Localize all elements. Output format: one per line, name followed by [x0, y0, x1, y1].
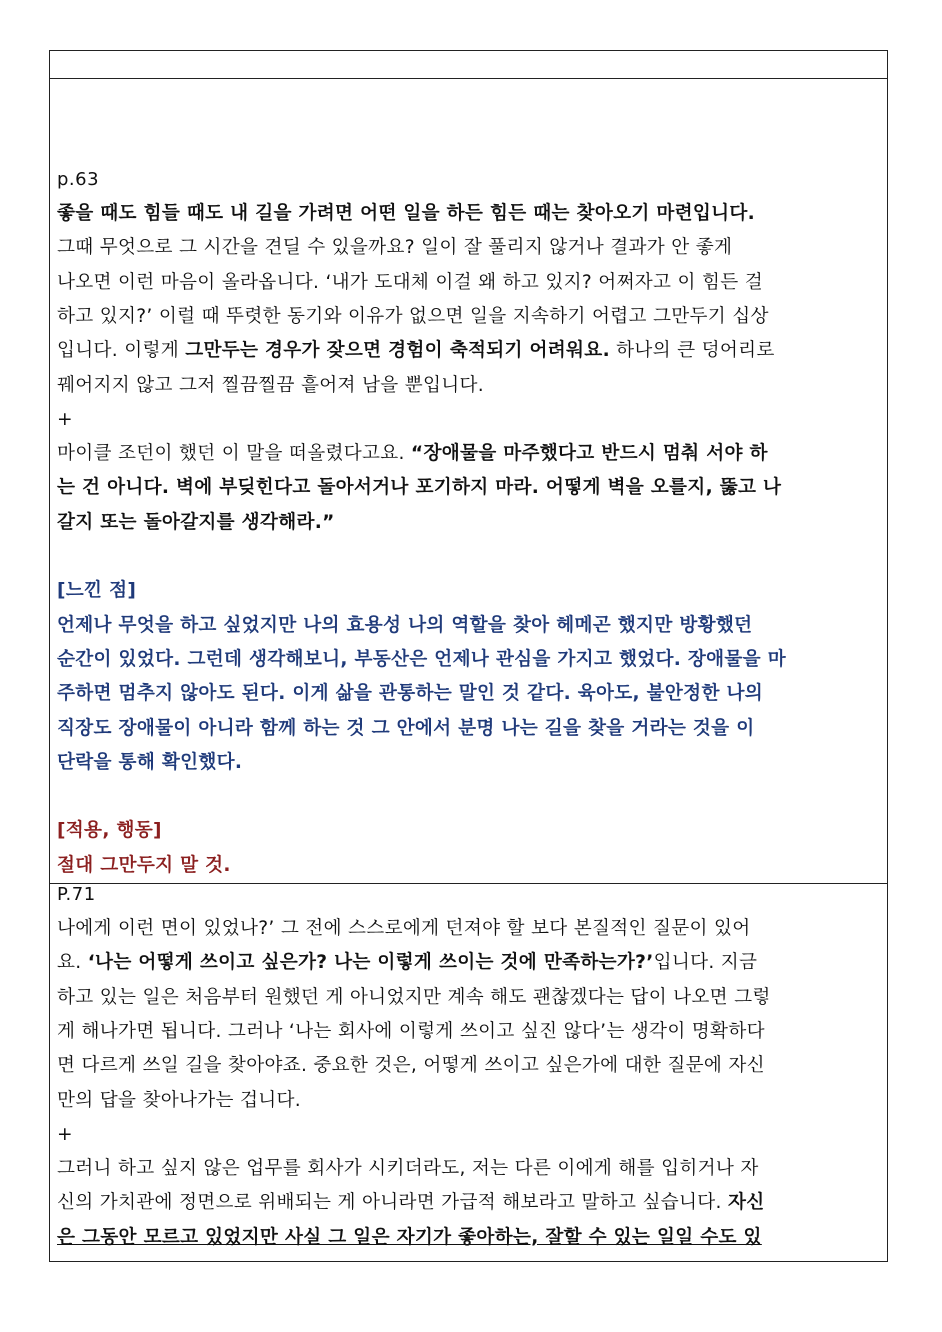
text-run: 그만두는 경우가 잦으면 경험이 축적되기 어려워요.: [185, 340, 610, 362]
text-run: 신의 가치관에 정면으로 위배되는 게 아니라면 가급적 해보라고 말하고 싶습니다.: [57, 1192, 728, 1214]
text-run: +: [57, 408, 73, 430]
text-run: 그때 무엇으로 그 시간을 견딜 수 있을까요? 일이 잘 풀리지 않거나 결과가 안 좋게: [57, 237, 733, 259]
text-run: 요.: [57, 952, 88, 974]
text-run: 직장도 장애물이 아니라 함께 하는 것 그 안에서 분명 나는 길을 찾을 거라는 것을 이: [57, 717, 755, 739]
document-table: [49, 50, 888, 1262]
page-reference: p.63: [57, 169, 100, 190]
text-run: 단락을 통해 확인했다.: [57, 751, 243, 773]
text-line: [57, 677, 879, 711]
text-line: [57, 437, 879, 471]
text-line: [57, 946, 879, 980]
text-line: [57, 746, 879, 780]
text-line: [57, 1221, 879, 1255]
text-run: 나오면 이런 마음이 올라옵니다. ‘내가 도대체 이걸 왜 하고 있지? 어쩌자고 이 힘든 걸: [57, 271, 763, 293]
text-run: 은 그동안 모르고 있었지만 사실 그 일은 자기가 좋아하는, 잘할 수 있는 일일 수도 있: [57, 1226, 762, 1248]
text-line: [57, 609, 879, 643]
text-run: [적용, 행동]: [57, 820, 162, 842]
text-line: [57, 540, 879, 574]
text-run: 꿰어지지 않고 그저 찔끔찔끔 흩어져 남을 뿐입니다.: [57, 374, 484, 396]
text-line: [57, 849, 879, 883]
text-run: 자신: [727, 1192, 765, 1214]
text-line: [57, 197, 879, 231]
text-line: [57, 471, 879, 505]
text-run: 입니다. 지금: [653, 952, 758, 974]
text-run: 나에게 이런 면이 있었나?’ 그 전에 스스로에게 던져야 할 보다 본질적인 질문이 있어: [57, 918, 751, 939]
text-line: [57, 1152, 879, 1186]
text-line: [57, 1015, 879, 1049]
text-line: [57, 369, 879, 403]
text-line: [57, 981, 879, 1015]
text-line: [57, 334, 879, 368]
text-line: [57, 912, 879, 946]
text-run: 입니다. 이렇게: [57, 340, 186, 362]
entry-p63: [50, 79, 887, 883]
text-run: 는 건 아니다. 벽에 부딪힌다고 돌아서거나 포기하지 마라. 어떻게 벽을 오를지, 뚫고 나: [57, 477, 782, 499]
text-run: +: [57, 1123, 73, 1145]
text-run: 갈지 또는 돌아갈지를 생각해라.”: [57, 511, 335, 533]
text-run: 좋을 때도 힘들 때도 내 길을 가려면 어떤 일을 하든 힘든 때는 찾아오기 마련입니다.: [57, 203, 756, 224]
entry-p71: [50, 883, 887, 1261]
text-line: [57, 1118, 879, 1152]
text-run: [느낀 점]: [57, 580, 137, 602]
text-run: 면 다르게 쓰일 길을 찾아야죠. 중요한 것은, 어떻게 쓰이고 싶은가에 대한 질문에 자신: [57, 1055, 765, 1077]
text-run: 주하면 멈추지 않아도 된다. 이게 삶을 관통하는 말인 것 같다. 육아도, 불안정한 나의: [57, 683, 764, 705]
text-run: 마이클 조던이 했던 이 말을 떠올렸다고요.: [57, 443, 411, 465]
text-run: 하나의 큰 덩어리로: [609, 340, 775, 362]
text-run: 그러니 하고 싶지 않은 업무를 회사가 시키더라도, 저는 다른 이에게 해를 입히거나 자: [57, 1158, 759, 1180]
text-run: 순간이 있었다. 그런데 생각해보니, 부동산은 언제나 관심을 가지고 했었다. 장애물을 마: [57, 648, 786, 670]
text-line: [57, 1084, 879, 1118]
text-line: [57, 814, 879, 848]
text-line: [57, 574, 879, 608]
text-run: 하고 있는 일은 처음부터 원했던 게 아니었지만 계속 해도 괜찮겠다는 답이 나오면 그렇: [57, 986, 771, 1008]
page-reference: P.71: [57, 884, 96, 905]
text-line: [57, 231, 879, 265]
text-line: [57, 300, 879, 334]
text-run: 절대 그만두지 말 것.: [57, 854, 231, 876]
text-line: [57, 506, 879, 540]
text-run: “장애물을 마주했다고 반드시 멈춰 서야 하: [410, 443, 768, 465]
text-line: [57, 266, 879, 300]
text-run: 만의 답을 찾아나가는 겁니다.: [57, 1089, 301, 1111]
table-header-row: [50, 51, 887, 79]
text-line: [57, 643, 879, 677]
text-run: 게 해나가면 됩니다. 그러나 ‘나는 회사에 이렇게 쓰이고 싶진 않다’는 생각이 명확하다: [57, 1020, 765, 1042]
text-run: 하고 있지?’ 이럴 때 뚜렷한 동기와 이유가 없으면 일을 지속하기 어렵고 그만두기 십상: [57, 305, 769, 327]
text-run: ‘나는 어떻게 쓰이고 싶은가? 나는 이렇게 쓰이는 것에 만족하는가?’: [87, 952, 654, 974]
text-run: 언제나 무엇을 하고 싶었지만 나의 효용성 나의 역할을 찾아 헤메곤 했지만 방황했던: [57, 614, 753, 636]
text-line: [57, 1049, 879, 1083]
text-line: [57, 403, 879, 437]
text-line: [57, 712, 879, 746]
text-line: [57, 780, 879, 814]
text-line: [57, 1186, 879, 1220]
